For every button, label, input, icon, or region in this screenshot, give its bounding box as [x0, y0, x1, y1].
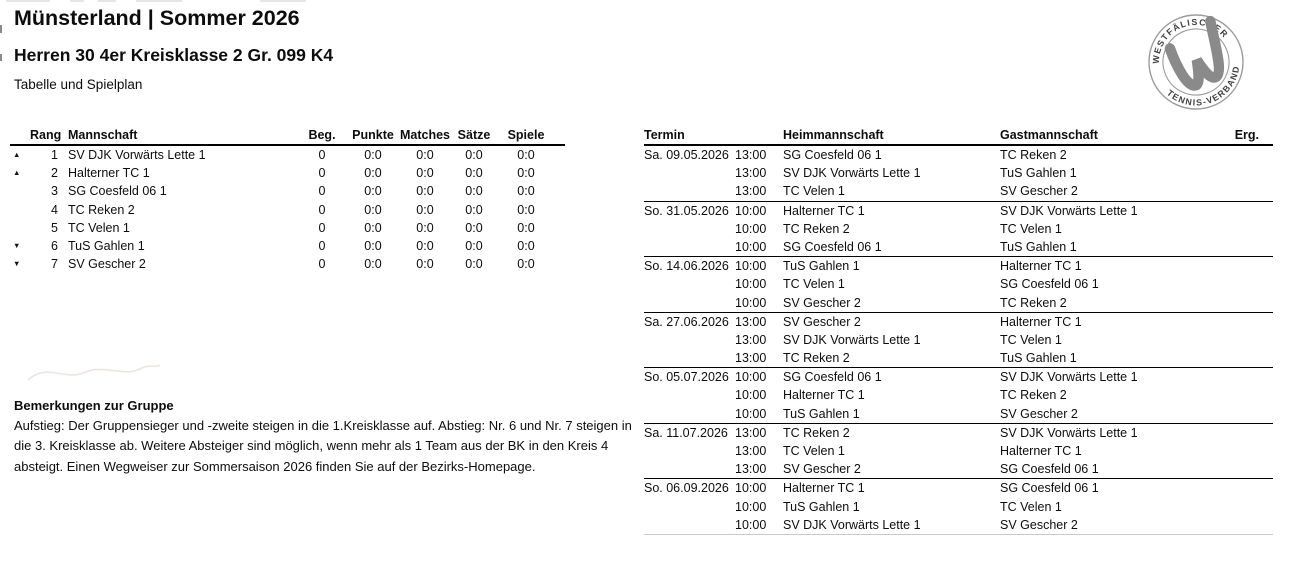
home-team: SG Coesfeld 06 1	[783, 370, 882, 385]
standings-row	[10, 237, 565, 255]
rank-value: 1	[51, 148, 58, 162]
team-name: SV DJK Vorwärts Lette 1	[68, 148, 206, 162]
guest-team: TC Reken 2	[1000, 148, 1067, 162]
match-result	[1217, 424, 1273, 442]
standings-row	[10, 164, 565, 182]
guest-team: SV DJK Vorwärts Lette 1	[1000, 370, 1138, 385]
standings-row	[10, 255, 565, 273]
home-team: Halterner TC 1	[783, 203, 865, 218]
guest-team: TC Reken 2	[1000, 388, 1067, 403]
match-time: 13:00	[735, 184, 767, 199]
matchday-rows	[735, 424, 1273, 479]
group-title: Herren 30 4er Kreisklasse 2 Gr. 099 K4	[14, 45, 334, 65]
home-team: TuS Gahlen 1	[783, 499, 860, 514]
col-header-termin: Termin	[644, 128, 685, 142]
match-time: 13:00	[735, 462, 767, 477]
col-header-matches: Matches	[399, 128, 451, 142]
home-team: SG Coesfeld 06 1	[783, 239, 882, 254]
match-row	[735, 460, 1273, 478]
match-row	[735, 405, 1273, 423]
standings-row	[10, 219, 565, 237]
matches-value: 0:0	[416, 202, 434, 217]
rank-value: 5	[51, 220, 58, 235]
beg-value: 0	[318, 238, 326, 253]
guest-team: SV DJK Vorwärts Lette 1	[1000, 425, 1138, 440]
guest-team: TC Velen 1	[1000, 499, 1062, 514]
match-row	[735, 164, 1273, 182]
matches-value: 0:0	[416, 220, 434, 235]
match-result	[1217, 164, 1273, 182]
match-time: 10:00	[735, 517, 767, 532]
matchday-rows	[735, 368, 1273, 423]
punkte-value: 0:0	[364, 148, 382, 162]
schedule-header-row	[644, 126, 1273, 146]
standings-row	[10, 146, 565, 164]
faint-watermark	[24, 348, 164, 388]
matchday-group	[644, 478, 1273, 534]
team-name: SG Coesfeld 06 1	[68, 184, 167, 199]
punkte-value: 0:0	[364, 220, 382, 235]
col-header-erg: Erg.	[1234, 128, 1259, 142]
match-time: 13:00	[735, 425, 767, 440]
screenshot-edge-artifact	[70, 0, 84, 2]
match-result	[1217, 386, 1273, 404]
match-row	[735, 498, 1273, 516]
guest-team: TC Reken 2	[1000, 295, 1067, 310]
match-result	[1217, 331, 1273, 349]
standings-row	[10, 182, 565, 200]
matchday-date: Sa. 09.05.2026	[644, 148, 729, 162]
beg-value: 0	[318, 166, 326, 181]
home-team: SV DJK Vorwärts Lette 1	[783, 517, 921, 532]
match-row	[735, 331, 1273, 349]
screenshot-edge-artifact	[136, 0, 182, 2]
matchday-date: Sa. 11.07.2026	[644, 425, 728, 440]
home-team: Halterner TC 1	[783, 388, 865, 403]
match-time: 10:00	[735, 277, 767, 292]
section-label: Tabelle und Spielplan	[14, 77, 143, 92]
match-row	[735, 479, 1273, 497]
match-row	[735, 257, 1273, 275]
guest-team: SV DJK Vorwärts Lette 1	[1000, 203, 1138, 218]
match-time: 13:00	[735, 351, 767, 366]
match-row	[735, 349, 1273, 367]
spiele-value: 0:0	[517, 202, 535, 217]
guest-team: SV Gescher 2	[1000, 517, 1078, 532]
rank-value: 6	[51, 238, 58, 253]
matchday-date: So. 05.07.2026	[644, 370, 729, 385]
matchday-date: So. 06.09.2026	[644, 481, 729, 496]
match-result	[1217, 275, 1273, 293]
home-team: TC Reken 2	[783, 351, 850, 366]
matchday-rows	[735, 479, 1273, 534]
trend-arrow-icon	[10, 182, 30, 200]
trend-arrow-icon: ▲	[13, 150, 21, 159]
match-time: 10:00	[735, 388, 767, 403]
matchday-rows	[735, 257, 1273, 312]
screenshot-edge-artifact	[6, 0, 50, 2]
logo-top-arc-text: WESTFÄLISCHER	[1150, 16, 1231, 65]
saetze-value: 0:0	[465, 257, 483, 272]
home-team: SV Gescher 2	[783, 295, 861, 310]
home-team: SG Coesfeld 06 1	[783, 148, 882, 162]
match-time: 10:00	[735, 239, 767, 254]
team-name: SV Gescher 2	[68, 257, 146, 272]
guest-team: SG Coesfeld 06 1	[1000, 462, 1099, 477]
match-result	[1217, 238, 1273, 256]
matchday-group	[644, 312, 1273, 368]
saetze-value: 0:0	[465, 238, 483, 253]
screenshot-edge-artifact	[0, 54, 2, 61]
tennis-association-logo-icon	[1146, 12, 1246, 112]
match-result	[1217, 405, 1273, 423]
rank-value: 3	[51, 184, 58, 199]
col-header-saetze: Sätze	[457, 128, 491, 142]
match-time: 10:00	[735, 499, 767, 514]
col-header-punkte: Punkte	[352, 128, 394, 142]
matchday-group	[644, 423, 1273, 479]
punkte-value: 0:0	[364, 202, 382, 217]
home-team: TuS Gahlen 1	[783, 259, 860, 274]
spiele-value: 0:0	[517, 238, 535, 253]
matchday-group	[644, 146, 1273, 201]
guest-team: Halterner TC 1	[1000, 444, 1082, 458]
match-time: 13:00	[735, 166, 767, 181]
home-team: SV DJK Vorwärts Lette 1	[783, 166, 921, 181]
beg-value: 0	[318, 220, 326, 235]
match-row	[735, 220, 1273, 238]
home-team: TC Velen 1	[783, 444, 845, 458]
guest-team: TuS Gahlen 1	[1000, 351, 1077, 366]
punkte-value: 0:0	[364, 184, 382, 199]
match-result	[1217, 313, 1273, 331]
match-time: 10:00	[735, 370, 767, 385]
col-header-spiele: Spiele	[507, 128, 545, 142]
col-header-heimmannschaft: Heimmannschaft	[783, 128, 884, 142]
screenshot-edge-artifact	[98, 0, 116, 2]
guest-team: SV Gescher 2	[1000, 406, 1078, 421]
match-row	[735, 202, 1273, 220]
match-result	[1217, 294, 1273, 312]
home-team: Halterner TC 1	[783, 481, 865, 496]
match-time: 10:00	[735, 481, 767, 496]
trend-arrow-icon	[10, 219, 30, 237]
match-time: 10:00	[735, 295, 767, 310]
matchday-group	[644, 367, 1273, 423]
guest-team: SV Gescher 2	[1000, 184, 1078, 199]
match-result	[1217, 368, 1273, 386]
matches-value: 0:0	[416, 148, 434, 162]
guest-team: TuS Gahlen 1	[1000, 166, 1077, 181]
saetze-value: 0:0	[465, 220, 483, 235]
punkte-value: 0:0	[364, 166, 382, 181]
matches-value: 0:0	[416, 257, 434, 272]
matchday-date: So. 31.05.2026	[644, 203, 729, 218]
standings-row	[10, 201, 565, 219]
standings-header-row	[10, 126, 565, 146]
remarks-body: Aufstieg: Der Gruppensieger und -zweite steigen in die 1.Kreisklasse auf. Abstieg: Nr. 6 und Nr. 7 steigen in die 3. Kreisklasse ab. Weitere Absteiger sind möglich, wenn mehr als 1 Team aus der BK in den Kreis 4 absteigt. Einen Wegweiser zur Sommersaison 2026 finden Sie auf der Bezirks-Homepage.	[14, 418, 632, 474]
trend-arrow-icon	[10, 201, 30, 219]
matches-value: 0:0	[416, 184, 434, 199]
page-title: Münsterland | Sommer 2026	[14, 6, 300, 30]
home-team: TC Velen 1	[783, 277, 845, 292]
spiele-value: 0:0	[517, 257, 535, 272]
team-name: TC Reken 2	[68, 202, 135, 217]
col-header-beg: Beg.	[308, 128, 336, 142]
col-header-mannschaft: Mannschaft	[68, 128, 138, 142]
matchday-rows	[735, 146, 1273, 201]
match-result	[1217, 479, 1273, 497]
match-result	[1217, 182, 1273, 200]
match-time: 13:00	[735, 332, 767, 347]
match-time: 10:00	[735, 221, 767, 236]
match-time: 13:00	[735, 444, 767, 458]
trend-arrow-icon: ▼	[13, 259, 21, 269]
saetze-value: 0:0	[465, 202, 483, 217]
match-row	[735, 516, 1273, 534]
col-header-gastmannschaft: Gastmannschaft	[1000, 128, 1098, 142]
guest-team: Halterner TC 1	[1000, 314, 1082, 329]
beg-value: 0	[318, 184, 326, 199]
spiele-value: 0:0	[517, 184, 535, 199]
punkte-value: 0:0	[364, 238, 382, 253]
match-time: 10:00	[735, 203, 767, 218]
home-team: TuS Gahlen 1	[783, 406, 860, 421]
matchday-group	[644, 201, 1273, 257]
guest-team: SG Coesfeld 06 1	[1000, 277, 1099, 292]
match-result	[1217, 516, 1273, 534]
team-name: Halterner TC 1	[68, 166, 150, 181]
screenshot-edge-artifact	[0, 25, 2, 33]
team-name: TuS Gahlen 1	[68, 238, 145, 253]
match-row	[735, 182, 1273, 200]
match-result	[1217, 220, 1273, 238]
rank-value: 7	[51, 257, 58, 272]
matchday-group	[644, 256, 1273, 312]
spiele-value: 0:0	[517, 220, 535, 235]
match-result	[1217, 442, 1273, 460]
spiele-value: 0:0	[517, 166, 535, 181]
home-team: SV DJK Vorwärts Lette 1	[783, 332, 921, 347]
rank-value: 2	[51, 166, 58, 181]
match-time: 13:00	[735, 148, 767, 162]
match-result	[1217, 202, 1273, 220]
screenshot-edge-artifact	[260, 0, 306, 2]
rank-value: 4	[51, 202, 58, 217]
spiele-value: 0:0	[517, 148, 535, 162]
saetze-value: 0:0	[465, 184, 483, 199]
match-row	[735, 368, 1273, 386]
saetze-value: 0:0	[465, 166, 483, 181]
group-remarks	[14, 397, 644, 477]
guest-team: SG Coesfeld 06 1	[1000, 481, 1099, 496]
beg-value: 0	[318, 202, 326, 217]
match-result	[1217, 349, 1273, 367]
home-team: TC Reken 2	[783, 221, 850, 236]
saetze-value: 0:0	[465, 148, 483, 162]
home-team: SV Gescher 2	[783, 314, 861, 329]
guest-team: TuS Gahlen 1	[1000, 239, 1077, 254]
team-name: TC Velen 1	[68, 220, 130, 235]
beg-value: 0	[318, 257, 326, 272]
match-result	[1217, 146, 1273, 164]
match-time: 10:00	[735, 406, 767, 421]
home-team: TC Reken 2	[783, 425, 850, 440]
matchday-date: Sa. 27.06.2026	[644, 314, 729, 329]
guest-team: TC Velen 1	[1000, 332, 1062, 347]
matches-value: 0:0	[416, 238, 434, 253]
punkte-value: 0:0	[364, 257, 382, 272]
home-team: SV Gescher 2	[783, 462, 861, 477]
match-time: 10:00	[735, 259, 767, 274]
col-header-rang: Rang	[30, 128, 62, 142]
matchday-rows	[735, 202, 1273, 257]
match-time: 13:00	[735, 314, 767, 329]
guest-team: TC Velen 1	[1000, 221, 1062, 236]
matchday-date: So. 14.06.2026	[644, 259, 729, 274]
trend-arrow-icon: ▼	[13, 240, 21, 250]
logo-bottom-arc-text: TENNIS-VERBAND	[1165, 64, 1242, 108]
match-result	[1217, 257, 1273, 275]
trend-arrow-icon: ▲	[13, 168, 21, 178]
standings-table	[10, 126, 565, 273]
match-row	[735, 386, 1273, 404]
match-row	[735, 424, 1273, 442]
remarks-heading: Bemerkungen zur Gruppe	[14, 398, 174, 413]
match-row	[735, 294, 1273, 312]
match-row	[735, 313, 1273, 331]
match-row	[735, 146, 1273, 164]
guest-team: Halterner TC 1	[1000, 259, 1082, 274]
match-result	[1217, 460, 1273, 478]
schedule-table	[644, 126, 1273, 535]
beg-value: 0	[318, 148, 326, 162]
match-result	[1217, 498, 1273, 516]
schedule-body	[644, 146, 1273, 535]
match-row	[735, 238, 1273, 256]
match-row	[735, 442, 1273, 460]
matchday-rows	[735, 313, 1273, 368]
matches-value: 0:0	[416, 166, 434, 181]
home-team: TC Velen 1	[783, 184, 845, 199]
match-row	[735, 275, 1273, 293]
